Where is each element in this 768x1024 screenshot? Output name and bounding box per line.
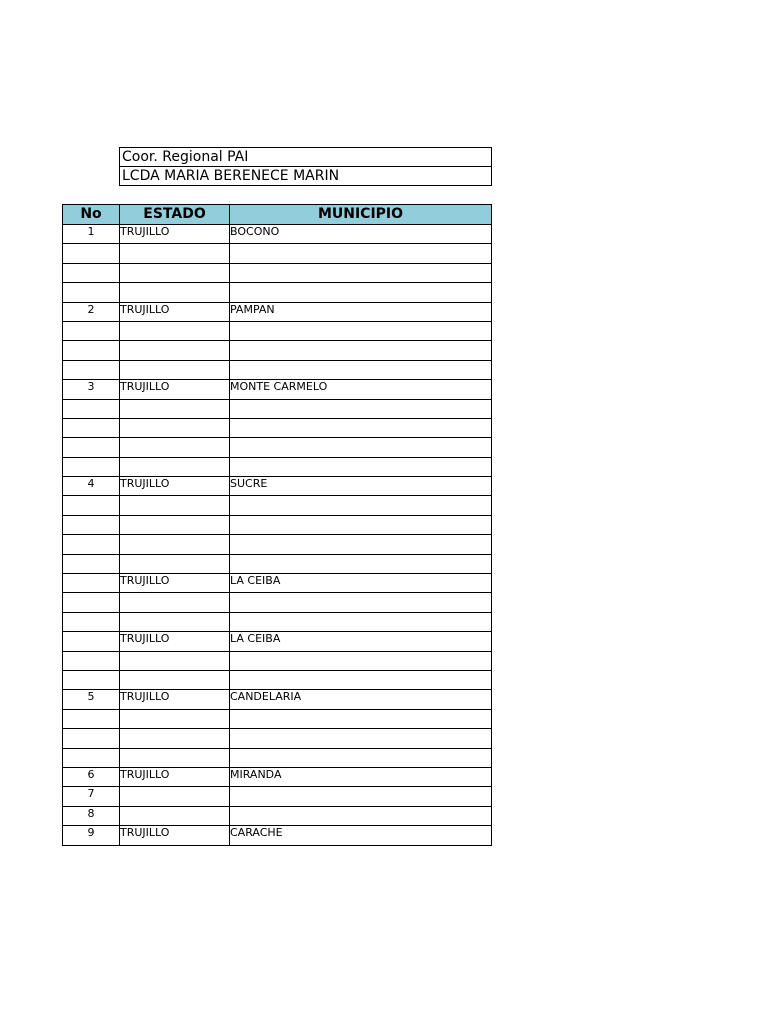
cell-estado — [120, 787, 230, 806]
cell-estado — [120, 399, 230, 418]
cell-no: 9 — [63, 826, 120, 845]
cell-estado — [120, 806, 230, 825]
cell-estado — [120, 535, 230, 554]
cell-municipio — [230, 787, 492, 806]
coordinator-title: Coor. Regional PAI — [120, 148, 492, 167]
cell-no — [63, 341, 120, 360]
cell-estado — [120, 515, 230, 534]
table-row — [63, 612, 492, 631]
cell-municipio — [230, 709, 492, 728]
cell-municipio: LA CEIBA — [230, 632, 492, 651]
table-row — [63, 380, 492, 399]
cell-municipio — [230, 612, 492, 631]
cell-estado: TRUJILLO — [120, 380, 230, 399]
table-row — [63, 321, 492, 340]
table-row — [63, 690, 492, 709]
table-row — [63, 574, 492, 593]
cell-estado: TRUJILLO — [120, 632, 230, 651]
cell-no: 4 — [63, 477, 120, 496]
column-header-estado: ESTADO — [120, 205, 230, 225]
cell-municipio: CANDELARIA — [230, 690, 492, 709]
cell-estado — [120, 321, 230, 340]
cell-no — [63, 515, 120, 534]
cell-estado: TRUJILLO — [120, 767, 230, 786]
cell-no — [63, 612, 120, 631]
cell-no — [63, 457, 120, 476]
cell-estado — [120, 418, 230, 437]
cell-no — [63, 418, 120, 437]
column-header-municipio: MUNICIPIO — [230, 205, 492, 225]
cell-no: 2 — [63, 302, 120, 321]
table-row — [63, 709, 492, 728]
cell-estado — [120, 496, 230, 515]
table-row — [63, 283, 492, 302]
cell-estado — [120, 554, 230, 573]
cell-estado — [120, 341, 230, 360]
cell-estado — [120, 670, 230, 689]
table-row — [63, 399, 492, 418]
cell-estado — [120, 729, 230, 748]
cell-estado — [120, 438, 230, 457]
cell-estado — [120, 457, 230, 476]
table-row — [63, 670, 492, 689]
cell-municipio — [230, 263, 492, 282]
table-row — [63, 302, 492, 321]
cell-municipio: MONTE CARMELO — [230, 380, 492, 399]
cell-no — [63, 593, 120, 612]
table-row — [63, 477, 492, 496]
cell-no: 6 — [63, 767, 120, 786]
cell-no: 3 — [63, 380, 120, 399]
cell-no — [63, 670, 120, 689]
table-row — [63, 341, 492, 360]
municipio-table — [62, 204, 492, 846]
cell-municipio — [230, 496, 492, 515]
cell-municipio — [230, 535, 492, 554]
table-row — [63, 438, 492, 457]
cell-no — [63, 709, 120, 728]
cell-estado: TRUJILLO — [120, 225, 230, 244]
cell-municipio — [230, 341, 492, 360]
table-row — [63, 263, 492, 282]
table-row — [63, 651, 492, 670]
cell-estado — [120, 651, 230, 670]
cell-no: 7 — [63, 787, 120, 806]
cell-estado — [120, 283, 230, 302]
cell-municipio: CARACHE — [230, 826, 492, 845]
table-row — [63, 729, 492, 748]
table-row — [63, 806, 492, 825]
table-row — [63, 767, 492, 786]
cell-municipio — [230, 360, 492, 379]
table-row — [63, 748, 492, 767]
cell-estado — [120, 709, 230, 728]
cell-no — [63, 535, 120, 554]
table-row — [63, 632, 492, 651]
cell-no — [63, 244, 120, 263]
table-row — [63, 593, 492, 612]
cell-estado — [120, 593, 230, 612]
table-row — [63, 457, 492, 476]
cell-municipio — [230, 670, 492, 689]
cell-no — [63, 748, 120, 767]
cell-municipio — [230, 399, 492, 418]
cell-municipio — [230, 748, 492, 767]
coordinator-header — [119, 147, 492, 186]
cell-municipio: BOCONO — [230, 225, 492, 244]
cell-estado — [120, 244, 230, 263]
cell-no — [63, 263, 120, 282]
cell-no — [63, 399, 120, 418]
cell-municipio — [230, 244, 492, 263]
cell-municipio — [230, 438, 492, 457]
cell-estado: TRUJILLO — [120, 690, 230, 709]
table-row — [63, 225, 492, 244]
table-row — [63, 535, 492, 554]
cell-estado — [120, 612, 230, 631]
cell-municipio — [230, 554, 492, 573]
cell-municipio — [230, 457, 492, 476]
cell-estado: TRUJILLO — [120, 477, 230, 496]
cell-estado — [120, 748, 230, 767]
cell-no — [63, 651, 120, 670]
cell-no — [63, 632, 120, 651]
cell-no — [63, 283, 120, 302]
cell-municipio — [230, 321, 492, 340]
table-row — [63, 787, 492, 806]
cell-no — [63, 554, 120, 573]
cell-no: 1 — [63, 225, 120, 244]
cell-estado — [120, 360, 230, 379]
cell-no — [63, 496, 120, 515]
cell-municipio: LA CEIBA — [230, 574, 492, 593]
cell-municipio: SUCRE — [230, 477, 492, 496]
cell-no: 5 — [63, 690, 120, 709]
cell-no — [63, 321, 120, 340]
table-row — [63, 360, 492, 379]
coordinator-name: LCDA MARIA BERENECE MARIN — [120, 167, 492, 186]
table-row — [63, 826, 492, 845]
cell-estado: TRUJILLO — [120, 302, 230, 321]
cell-estado — [120, 263, 230, 282]
cell-municipio — [230, 729, 492, 748]
cell-municipio — [230, 806, 492, 825]
cell-no: 8 — [63, 806, 120, 825]
cell-no — [63, 574, 120, 593]
table-row — [63, 418, 492, 437]
table-row — [63, 554, 492, 573]
cell-estado: TRUJILLO — [120, 826, 230, 845]
table-header-row — [63, 205, 492, 225]
cell-estado: TRUJILLO — [120, 574, 230, 593]
column-header-no: No — [63, 205, 120, 225]
cell-municipio: PAMPAN — [230, 302, 492, 321]
cell-no — [63, 360, 120, 379]
table-row — [63, 244, 492, 263]
cell-municipio — [230, 515, 492, 534]
cell-no — [63, 729, 120, 748]
table-row — [63, 515, 492, 534]
cell-municipio — [230, 593, 492, 612]
table-row — [63, 496, 492, 515]
cell-municipio — [230, 283, 492, 302]
table-body — [63, 225, 492, 846]
cell-municipio — [230, 651, 492, 670]
cell-municipio: MIRANDA — [230, 767, 492, 786]
cell-municipio — [230, 418, 492, 437]
cell-no — [63, 438, 120, 457]
